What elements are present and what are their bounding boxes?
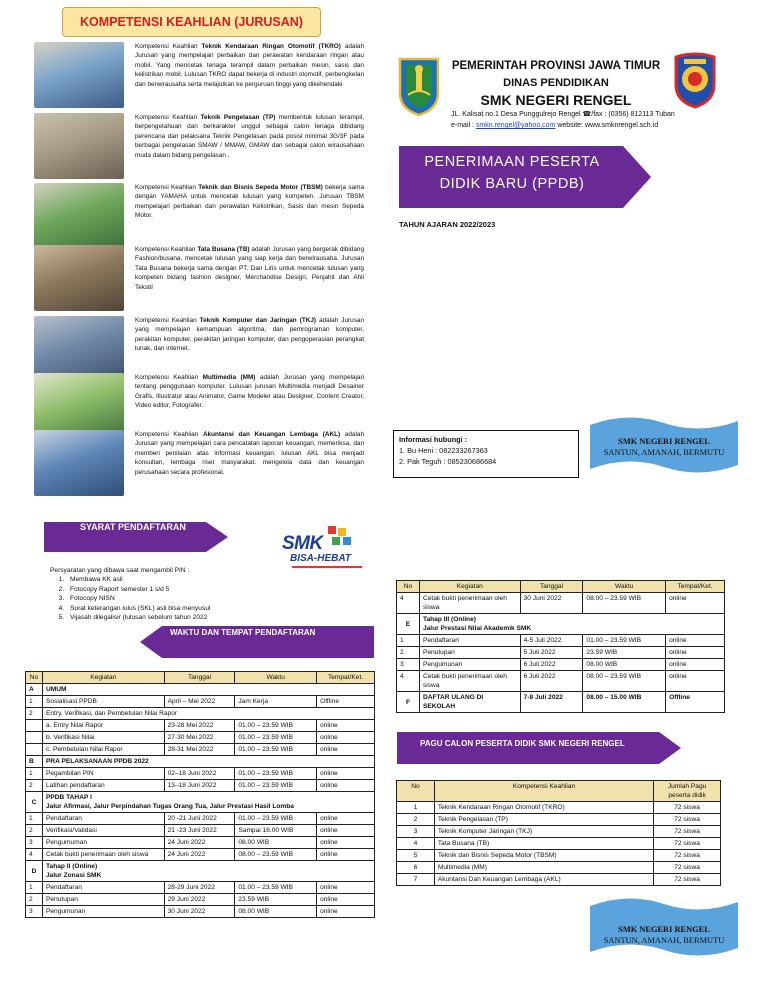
section-letter: A (26, 684, 43, 696)
flag-motto: SANTUN, AMANAH, BERMUTU (603, 936, 725, 945)
row-kegiatan: Penutupan (42, 894, 164, 906)
row-no: 2 (397, 647, 420, 659)
header-department: DINAS PENDIDIKAN (503, 77, 609, 89)
row-waktu: 01.00 – 23.59 WIB (235, 744, 317, 756)
section-sublabel: Jalur Prestasi Nilai Akademik SMK (422, 625, 532, 632)
row-no: 5 (397, 850, 435, 862)
row-kompetensi: Teknik Komputer Jaringan (TKJ) (434, 826, 653, 838)
row-tempat: online (317, 906, 375, 918)
row-kegiatan: Pengumunan (419, 659, 520, 671)
section-letter: E (397, 614, 420, 635)
row-waktu: 01.00 – 23.59 WIB (235, 882, 317, 894)
column-header: Waktu (235, 672, 317, 684)
competency-desc-text: membentuk lulusan terampil, berpengetahuan dan berkarakter unggul sebagai calon tenaga dibidang perencana dan pelaksana Teknik Pengelasan pada posisi minimal 3G/3F pada berbagai pengelasan SMAW / MMAW, GMAW dan sebagai calon wirausahaan muda dalam bidang pengelasan . (135, 114, 364, 159)
row-tempat: Offline (317, 696, 375, 708)
row-no: 3 (26, 837, 43, 849)
competency-prefix: Kompetensi Keahlian (135, 374, 203, 381)
table-row (397, 802, 721, 814)
row-tempat: online (317, 882, 375, 894)
competency-photo (34, 430, 124, 496)
row-waktu: 08.00 – 23.59 WIB (235, 849, 317, 861)
table-row (26, 813, 375, 825)
section-label: UMUM (45, 686, 67, 693)
row-kegiatan: Sosialisasi PPDB (42, 696, 164, 708)
row-tanggal: 28-29 Juni 2022 (164, 882, 235, 894)
header-province: PEMERINTAH PROVINSI JAWA TIMUR (451, 60, 661, 72)
pagu-arrow-shape (397, 732, 681, 764)
row-no (26, 732, 43, 744)
flag-motto: SANTUN, AMANAH, BERMUTU (603, 448, 725, 457)
row-waktu: 01.00 – 23.59 WIB (235, 780, 317, 792)
smk-bisa-hebat-logo (280, 524, 370, 570)
section-title (42, 756, 374, 768)
row-kegiatan: Entry, Verifikasi, dan Pembetulan Nilai Rapor (42, 708, 374, 720)
section-label: PRA PELAKSANAAN PPDB 2022 (45, 758, 149, 765)
table-row (26, 906, 375, 918)
row-tempat: online (317, 744, 375, 756)
contact-info-title: Informasi hubungi : (399, 435, 468, 444)
page-title: KOMPETENSI KEAHLIAN (JURUSAN) (62, 7, 321, 37)
row-no: 3 (397, 659, 420, 671)
row-no: 3 (397, 826, 435, 838)
row-tanggal: 13–18 Juni 2022 (164, 780, 235, 792)
row-no: 6 (397, 862, 435, 874)
contact-item: 2. Pak Teguh : 085230686684 (399, 457, 497, 466)
competency-item (34, 113, 364, 179)
row-tanggal: 29 Juni 2022 (164, 894, 235, 906)
row-kegiatan: Cetak bukti penerimaan oleh siswa (42, 849, 164, 861)
row-jumlah: 72 siswa (654, 802, 721, 814)
section-letter: D (26, 861, 43, 882)
competency-description (135, 183, 364, 249)
competency-prefix: Kompetensi Keahlian (135, 246, 198, 253)
row-kegiatan: Pendaftaran (419, 635, 520, 647)
competency-desc-text: adalah Jurusan yang mempelajari perbaikan dan perawatan kendaraan ringan atau mobil. Yang mencetak tenaga terampil dalam perbaikan mesin, sasis dan kelistrikan mobil. Lulusan TKRO dapat bekerja di industri otomotif, perbengkelan dan berwirausaha serta melajutkan ke perguruan tinggi yang dikehendaki (135, 43, 364, 88)
column-header: Kegiatan (42, 672, 164, 684)
row-tanggal: 28-31 Mei 2022 (164, 744, 235, 756)
table-row (26, 780, 375, 792)
competency-description (135, 113, 364, 179)
row-tanggal: 6 Juli 2022 (520, 671, 583, 692)
logo-square (343, 537, 351, 545)
column-header: No (26, 672, 43, 684)
table-row (397, 635, 725, 647)
row-tempat: online (666, 593, 725, 614)
persyaratan-item: 2. Fotocopy Raport semester 1 s/d 5 (66, 585, 210, 594)
row-tanggal: 27-30 Mei 2022 (164, 732, 235, 744)
table-row (26, 837, 375, 849)
row-no: 1 (397, 635, 420, 647)
row-waktu: 01.00 – 23.59 WIB (235, 768, 317, 780)
row-no: 1 (26, 882, 43, 894)
table-row (397, 647, 725, 659)
row-kegiatan: b. Verifikasi Nilai (42, 732, 164, 744)
row-no: 2 (26, 780, 43, 792)
competency-description (135, 430, 364, 496)
competency-photo (34, 245, 124, 311)
row-tempat: online (317, 849, 375, 861)
row-kegiatan: DAFTAR ULANG DI SEKOLAH (419, 692, 520, 713)
persyaratan-intro: Persyaratan yang dibawa saat mengambil PIN : (50, 567, 190, 574)
persyaratan-item: 5. Vijasah dilegalisir (lulusan sebelum tahun 2022 (66, 613, 210, 622)
row-kompetensi: Teknik Pengelasan (TP) (434, 814, 653, 826)
waktu-title: WAKTU DAN TEMPAT PENDAFTARAN (170, 628, 316, 637)
section-row (26, 861, 375, 882)
row-kegiatan: Cetak bukti penerimaan oleh siswa (419, 671, 520, 692)
row-tempat: online (666, 659, 725, 671)
column-header: Waktu (583, 581, 666, 593)
competency-name: Teknik dan Bisnis Sepeda Motor (TBSM) (198, 184, 323, 191)
competency-desc-text: bekerja sama dengan YAMAHA untuk mencetak lulusan yang kompeten. Jurusan TBSM mempelajari perbaikan dan perawatan Kelistrikan, Sasis dan mesin Sepeda Motor. (135, 184, 365, 220)
row-waktu: 08.00 – 23.59 WIB (583, 671, 666, 692)
row-tanggal: 21 -23 Juni 2022 (164, 825, 235, 837)
column-header: Tanggal (164, 672, 235, 684)
row-tempat: online (317, 720, 375, 732)
row-no: 1 (397, 802, 435, 814)
row-tempat: online (317, 732, 375, 744)
competency-desc-text: adalah Jurusan yang mempelajari cara pencatatan laporan keuangan, memeriksa, dan memberi penilaian atas informasi keuangan. lulusan AKL bisa menjadi konsultan, lembaga riset masyarakat. mengelola data dan keuangan perusahaan secara profesional. (135, 431, 365, 476)
logo-square (338, 528, 346, 536)
row-tanggal: 24 Juni 2022 (164, 849, 235, 861)
competency-prefix: Kompetensi Keahlian (135, 43, 202, 50)
row-tempat: online (317, 768, 375, 780)
smk-logo-text: SMK (282, 533, 323, 554)
row-waktu: 01.00 – 23.59 WIB (235, 720, 317, 732)
competency-photo (34, 183, 124, 249)
row-waktu: 01.00 – 23.59 WIB (583, 635, 666, 647)
row-no: 4 (397, 838, 435, 850)
competency-desc-text: adalah Jurusan yang bergerak dibidang Fashion/busana, mencetak lulusan yang siap kerja dan berwirausaha. Jurusan Tata Busana bekerja sama dengan PT. Dan Liris untuk mencetak lulusan yang kompeten bidang fashion designer, Merchandise Design, Penjahit dan Ahli Tekstil (135, 246, 364, 291)
competency-description (135, 42, 364, 108)
row-kegiatan: Penutupan (419, 647, 520, 659)
competency-photo (34, 42, 124, 108)
table-row (26, 696, 375, 708)
competency-description (135, 245, 364, 311)
column-header: Tempat/Ket. (666, 581, 725, 593)
motto-flag-text (592, 436, 736, 458)
competency-prefix: Kompetensi Keahlian (135, 431, 203, 438)
row-kegiatan: Pegambilan PIN (42, 768, 164, 780)
competency-prefix: Kompetensi Keahlian (135, 317, 200, 324)
ppdb-line-2: DIDIK BARU (PPDB) (439, 176, 585, 192)
row-no: 2 (26, 825, 43, 837)
row-tempat: Offline (666, 692, 725, 713)
flag-school-name: SMK NEGERI RENGEL (618, 925, 710, 934)
competency-item (34, 183, 364, 249)
competency-name: Teknik Kendaraan Ringan Otomotif (TKRO) (201, 43, 341, 50)
table-row (26, 882, 375, 894)
competency-item (34, 42, 364, 108)
section-title (42, 684, 374, 696)
row-tanggal: 02–18 Juni 2022 (164, 768, 235, 780)
column-header: No (397, 581, 420, 593)
logo-square (332, 537, 340, 545)
table-row (397, 862, 721, 874)
pagu-table (396, 780, 721, 886)
row-no: 4 (397, 671, 420, 692)
row-kegiatan: c. Pembetulan Nilai Rapor (42, 744, 164, 756)
ppdb-banner-text (414, 151, 610, 195)
table-row (26, 894, 375, 906)
schedule-table (25, 671, 375, 918)
row-kegiatan: Pendaftaran (42, 813, 164, 825)
pagu-title: PAGU CALON PESERTA DIDIK SMK NEGERI RENGEL (420, 739, 625, 748)
competency-item (34, 430, 364, 496)
row-kompetensi: Akuntansi Dan Keuangan Lembaga (AKL) (434, 874, 653, 886)
row-no: 4 (26, 849, 43, 861)
section-letter: B (26, 756, 43, 768)
section-title (419, 614, 724, 635)
header-contact (451, 122, 691, 129)
contact-item: 1. Bu Heni : 082233267363 (399, 446, 488, 455)
row-tempat: online (666, 647, 725, 659)
column-header: Tanggal (520, 581, 583, 593)
school-emblem-icon (672, 51, 718, 109)
row-waktu: 08.00 – 23.59 WIB (583, 593, 666, 614)
row-jumlah: 72 siswa (654, 838, 721, 850)
row-no: 1 (26, 768, 43, 780)
competency-name: Teknik Komputer dan Jaringan (TKJ) (199, 317, 317, 324)
row-kegiatan: Pendaftaran (42, 882, 164, 894)
column-header: Kegiatan (419, 581, 520, 593)
row-waktu: Jam Kerja (235, 696, 317, 708)
table-row (26, 768, 375, 780)
row-kompetensi: Teknik Kendaraan Ringan Otomotif (TKRO) (434, 802, 653, 814)
persyaratan-item: 1. Membawa KK asli (66, 575, 210, 584)
row-tanggal: 5 Juli 2022 (520, 647, 583, 659)
row-tanggal: 6 Juli 2022 (520, 659, 583, 671)
row-no: 3 (26, 906, 43, 918)
row-kompetensi: Multimedia (MM) (434, 862, 653, 874)
row-jumlah: 72 siswa (654, 826, 721, 838)
row-kegiatan: Pengumunan (42, 906, 164, 918)
section-title (42, 861, 374, 882)
persyaratan-item: 3. Fotocopy NISN (66, 594, 210, 603)
row-tanggal: 30 Juni 2022 (520, 593, 583, 614)
row-kegiatan: Cetak bukti penerimaan oleh siswa (419, 593, 520, 614)
competency-prefix: Kompetensi Keahlian (135, 114, 201, 121)
row-jumlah: 72 siswa (654, 862, 721, 874)
row-waktu: Sampai 16.00 WIB (235, 825, 317, 837)
table-row (26, 849, 375, 861)
column-header: Jumlah Pagu peserta didik (654, 781, 721, 802)
flag-school-name: SMK NEGERI RENGEL (618, 437, 710, 446)
motto-flag-text (592, 924, 736, 946)
row-waktu: 01.00 – 23.59 WIB (235, 732, 317, 744)
row-no: F (397, 692, 420, 713)
column-header: Kompetensi Keahlian (434, 781, 653, 802)
row-tempat: online (317, 780, 375, 792)
row-jumlah: 72 siswa (654, 814, 721, 826)
row-no (26, 744, 43, 756)
website-text: website: www.smknrengel.sch.id (555, 122, 659, 129)
table-row (397, 850, 721, 862)
section-label: Tahap II (Online) (45, 863, 98, 870)
table-row (26, 720, 375, 732)
row-no: 7 (397, 874, 435, 886)
schedule-table-continued (396, 580, 725, 713)
east-java-emblem-icon (396, 55, 442, 117)
bisa-hebat-text: BISA-HEBAT (290, 553, 351, 564)
section-label: Tahap III (Online) (422, 616, 476, 623)
row-tempat: online (317, 837, 375, 849)
section-sublabel: Jalur Afirmasi, Jalur Perpindahan Tugas Orang Tua, Jalur Prestasi Hasil Lomba (45, 803, 294, 810)
row-kegiatan: Verifikasi/Validasi (42, 825, 164, 837)
row-waktu: 23.59 WIB (235, 894, 317, 906)
table-row (26, 744, 375, 756)
competency-name: Teknik Pengelasan (TP) (200, 114, 276, 121)
row-kegiatan: a. Entry Nilai Rapor (42, 720, 164, 732)
competency-name: Akuntansi dan Keuangan Lembaga (AKL) (202, 431, 341, 438)
row-no: 2 (26, 708, 43, 720)
logo-square (328, 526, 336, 534)
row-waktu: 08.00 – 15.00 WIB (583, 692, 666, 713)
row-waktu: 08.00 WIB (235, 906, 317, 918)
section-row (26, 756, 375, 768)
competency-desc-text: adalah Jurusan yang mempelajari kemampuan algoritma, dan pemrograman komputer, perakitan komputer, perakitan jaringan komputer, dan pengoperasian perangkat lunak, dan internet. (135, 317, 364, 353)
row-tempat: online (317, 894, 375, 906)
row-waktu: 23.59 WIB (583, 647, 666, 659)
row-jumlah: 72 siswa (654, 850, 721, 862)
row-no (26, 720, 43, 732)
row-no: 2 (26, 894, 43, 906)
row-tanggal: April – Mei 2022 (164, 696, 235, 708)
table-row (397, 593, 725, 614)
row-tanggal: 30 Juni 2022 (164, 906, 235, 918)
row-waktu: 01.00 – 23.59 WIB (235, 813, 317, 825)
syarat-title: SYARAT PENDAFTARAN (80, 522, 186, 532)
column-header: Tempat/Ket. (317, 672, 375, 684)
row-tanggal: 7-8 Juli 2022 (520, 692, 583, 713)
persyaratan-list (50, 566, 210, 622)
column-header: No (397, 781, 435, 802)
row-no: 4 (397, 593, 420, 614)
section-title (42, 792, 374, 813)
header-address: JL. Kalisat no.1 Desa Punggulrejo Rengel ☎/fax : (0356) 812113 Tuban (451, 111, 675, 118)
row-tempat: online (666, 635, 725, 647)
email-label: e-mail : (451, 122, 476, 129)
row-waktu: 08.00 WIB (235, 837, 317, 849)
table-row (397, 874, 721, 886)
row-kompetensi: Teknik dan Bisnis Sepeda Motor (TBSM) (434, 850, 653, 862)
row-tempat: online (666, 671, 725, 692)
competency-desc-text: adalah Jurusan yang mempelajari tentang penggunaan komputer. Lulusan jurusan Multimedia menjadi Desainer Grafis, Illustrator atau Animator, Game Modeler atau Designer, Content Creator, Video editor, Fotografer. (135, 374, 364, 410)
table-row (397, 692, 725, 713)
section-label: PPDB TAHAP I (45, 794, 92, 801)
row-no: 2 (397, 814, 435, 826)
section-row (397, 614, 725, 635)
table-row (26, 825, 375, 837)
table-row (397, 814, 721, 826)
table-row (397, 838, 721, 850)
row-waktu: 08.00 WIB (583, 659, 666, 671)
table-row (26, 732, 375, 744)
contact-info-box (393, 430, 579, 478)
section-letter: C (26, 792, 43, 813)
table-row (397, 671, 725, 692)
academic-year: TAHUN AJARAN 2022/2023 (399, 220, 496, 229)
persyaratan-item: 4. Surat keterangan lulus (SKL) asli bisa menyusul (66, 604, 210, 613)
row-tanggal: 4-5 Juli 2022 (520, 635, 583, 647)
row-tanggal: 24 Juni 2022 (164, 837, 235, 849)
row-tempat: online (317, 813, 375, 825)
row-tanggal: 23-28 Mei 2022 (164, 720, 235, 732)
competency-item (34, 245, 364, 311)
row-no: 1 (26, 696, 43, 708)
row-kegiatan: Latihan pendaftaran (42, 780, 164, 792)
row-kegiatan: Pengumuman (42, 837, 164, 849)
section-row (26, 792, 375, 813)
header-school-name: SMK NEGERI RENGEL (480, 92, 632, 108)
row-tempat: online (317, 825, 375, 837)
row-tanggal: 20 -21 Juni 2022 (164, 813, 235, 825)
section-row (26, 684, 375, 696)
logo-underline (292, 566, 362, 568)
section-sublabel: Jalur Zonasi SMK (45, 872, 102, 879)
table-row (26, 708, 375, 720)
row-kompetensi: Tata Busana (TB) (434, 838, 653, 850)
competency-photo (34, 113, 124, 179)
table-row (397, 659, 725, 671)
competency-prefix: Kompetensi Keahlian (135, 184, 199, 191)
ppdb-line-1: PENERIMAAN PESERTA (424, 154, 600, 170)
row-jumlah: 72 siswa (654, 874, 721, 886)
table-row (397, 826, 721, 838)
email-link[interactable]: smkn.rengel@yahoo.com (475, 122, 556, 129)
competency-name: Multimedia (MM) (202, 374, 256, 381)
competency-name: Tata Busana (TB) (197, 246, 250, 253)
row-no: 1 (26, 813, 43, 825)
